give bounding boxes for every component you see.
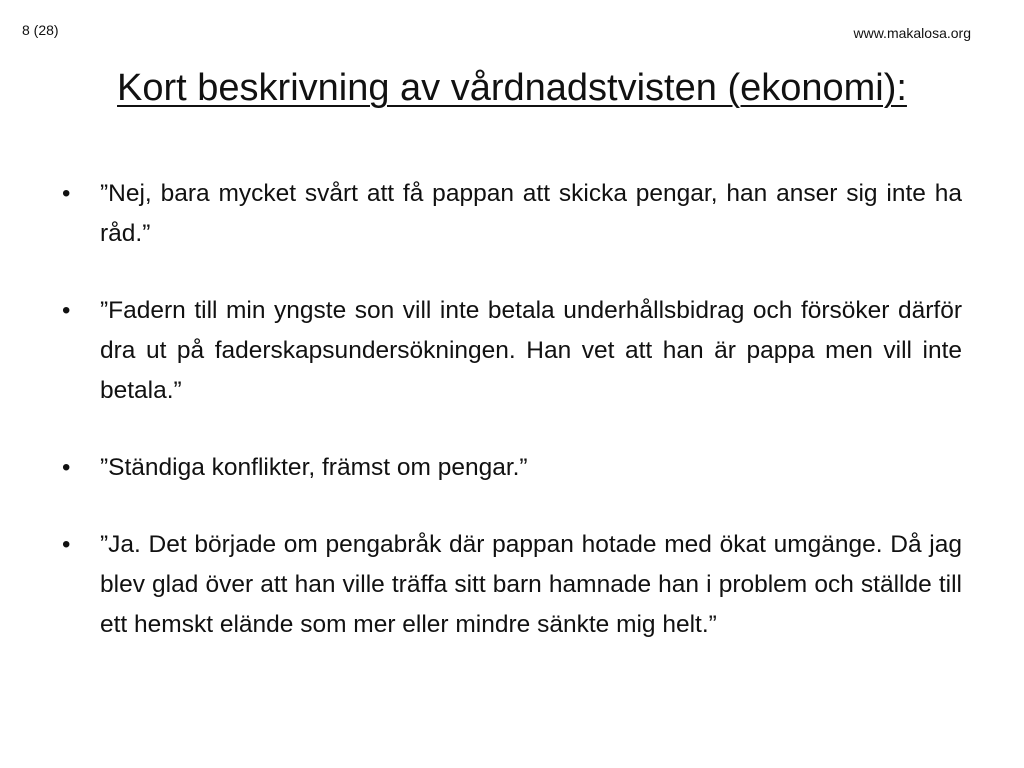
slide-title-text: Kort beskrivning av vårdnadstvisten (ekonomi): [117, 67, 907, 109]
website-url: www.makalosa.org [853, 25, 971, 41]
page-number: 8 (28) [22, 22, 59, 38]
bullet-item [62, 291, 962, 411]
bullet-text: ”Ja. Det började om pengabråk där pappan hotade med ökat umgänge. Då jag blev glad över att han ville träffa sitt barn hamnade han i problem och ställde till ett hemskt elände som mer eller mindre sänkte mig helt.” [100, 531, 962, 638]
bullet-text: ”Fadern till min yngste son vill inte betala underhållsbidrag och försöker därför dra ut på faderskapsundersökningen. Han vet att han är pappa men vill inte betala.” [100, 297, 962, 404]
bullet-marker: • [62, 297, 71, 324]
bullet-item [62, 448, 962, 488]
bullet-marker: • [62, 180, 71, 207]
bullet-text: ”Ständiga konflikter, främst om pengar.” [100, 454, 528, 481]
bullet-marker: • [62, 531, 71, 558]
bullet-marker: • [62, 454, 71, 481]
bullet-item [62, 174, 962, 254]
bullet-text: ”Nej, bara mycket svårt att få pappan att skicka pengar, han anser sig inte ha råd.” [100, 180, 962, 247]
bullet-list [62, 174, 962, 645]
slide-title [0, 64, 1024, 112]
bullet-item [62, 525, 962, 645]
